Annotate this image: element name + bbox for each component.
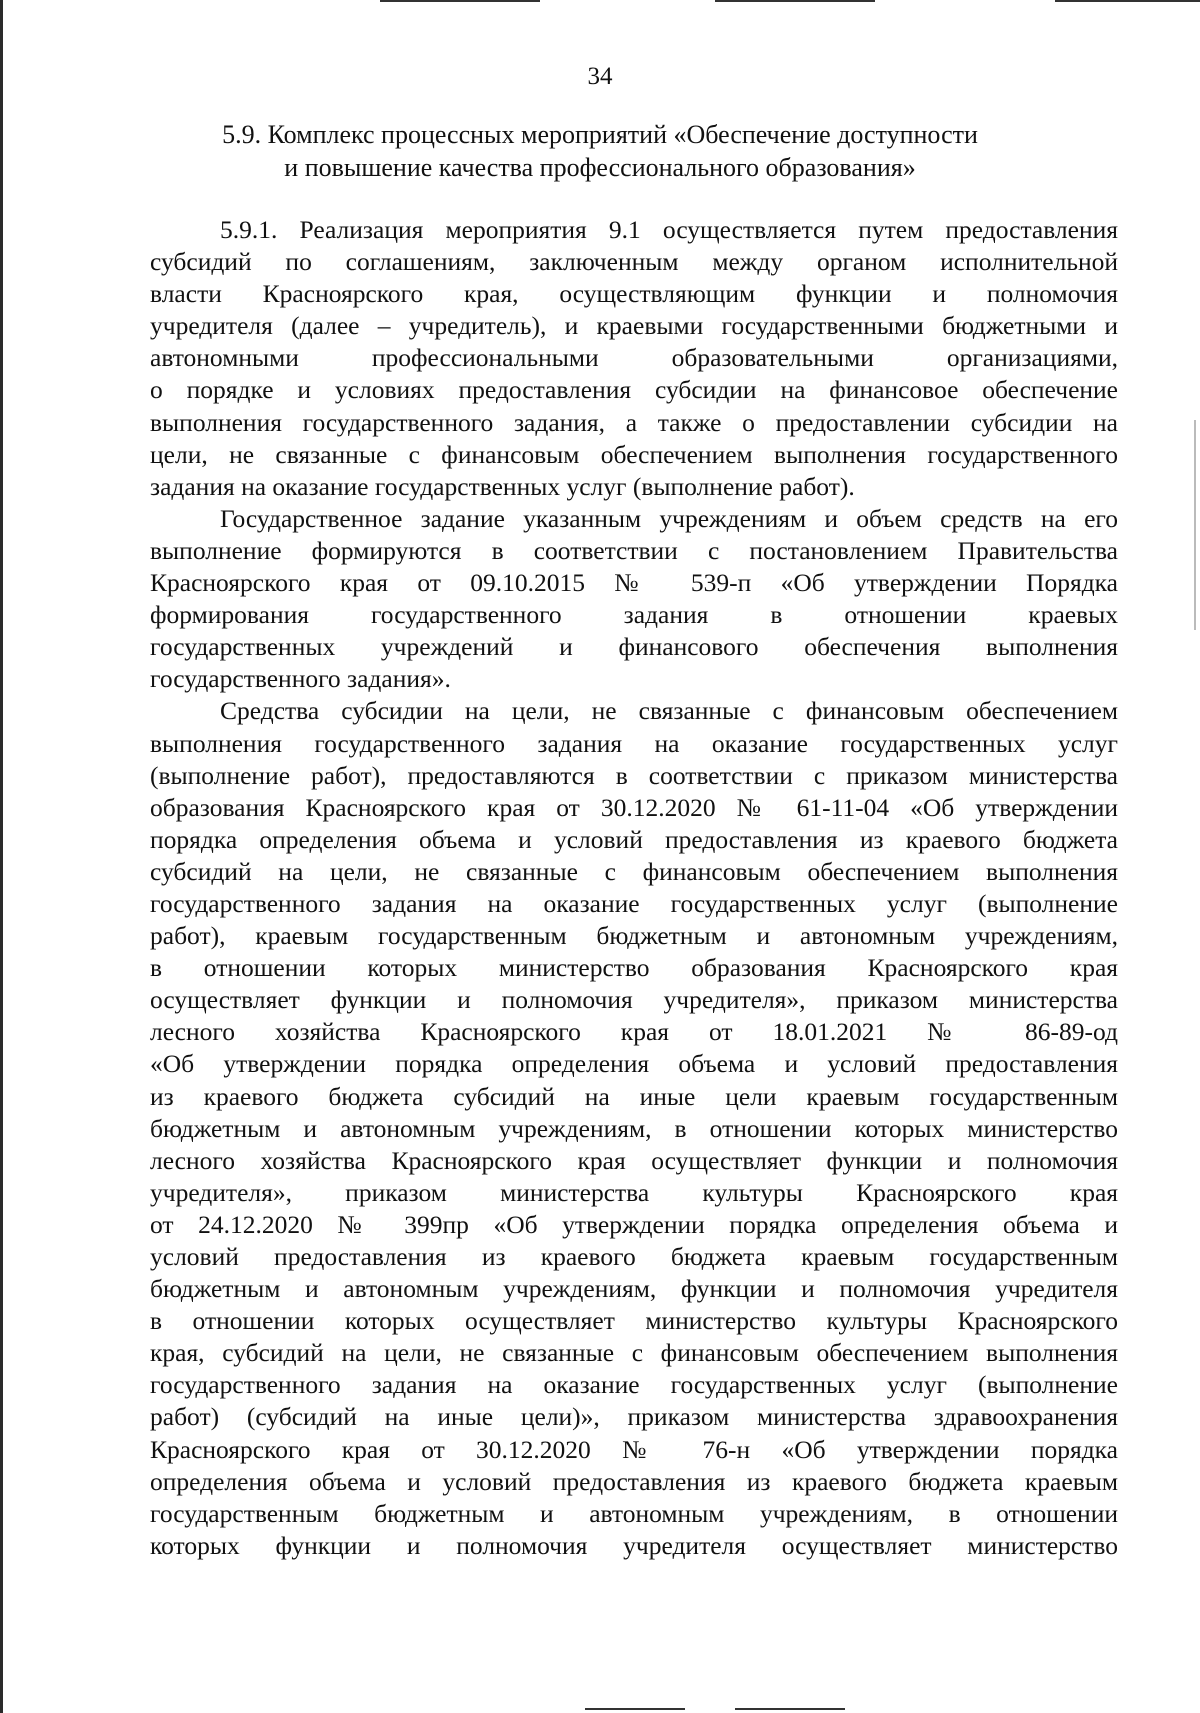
paragraph-line: учредителя (далее – учредитель), и краевыми государственными бюджетными и [150,311,1118,341]
paragraph-line: Красноярского края от 09.10.2015 № 539-п «Об утверждении Порядка [150,568,1118,598]
paragraph-line: работ) (субсидий на иные цели)», приказом министерства здравоохранения [150,1402,1118,1432]
paragraph-line: работ), краевым государственным бюджетным и автономным учреждениям, [150,921,1118,951]
paragraph [150,503,1118,696]
scan-mark-top [715,0,875,2]
paragraph-line: формирования государственного задания в отношении краевых [150,600,1118,630]
paragraph-line: Средства субсидии на цели, не связанные с финансовым обеспечением [220,696,1118,726]
paragraph-line: о порядке и условиях предоставления субсидии на финансовое обеспечение [150,375,1118,405]
paragraph-line: порядка определения объема и условий предоставления из краевого бюджета [150,824,1118,854]
paragraph-line: выполнения государственного задания, а также о предоставлении субсидии на [150,407,1118,437]
paragraph-line: власти Красноярского края, осуществляющим функции и полномочия [150,279,1118,309]
paragraph-line: государственного задания на оказание государственных услуг (выполнение [150,1370,1118,1400]
paragraph-line: лесного хозяйства Красноярского края от 18.01.2021 № 86-89-од [150,1017,1118,1047]
paragraph-line: Государственное задание указанным учреждениям и объем средств на его [220,503,1118,533]
scan-edge-right [1194,420,1196,630]
scan-mark-top [380,0,540,2]
paragraph-line: из краевого бюджета субсидий на иные цели краевым государственным [150,1081,1118,1111]
paragraph-line: (выполнение работ), предоставляются в соответствии с приказом министерства [150,760,1118,790]
scan-mark-bottom [735,1708,845,1710]
paragraph-line: задания на оказание государственных услуг (выполнение работ). [150,471,855,501]
scan-mark-top [1055,0,1200,2]
paragraph [150,214,1118,503]
paragraph-line: автономными профессиональными образовательными организациями, [150,343,1118,373]
paragraph-line: выполнения государственного задания на оказание государственных услуг [150,728,1118,758]
paragraph-line: в отношении которых осуществляет министерство культуры Красноярского [150,1306,1118,1336]
paragraph-line: края, субсидий на цели, не связанные с финансовым обеспечением выполнения [150,1338,1118,1368]
paragraph-line: определения объема и условий предоставления из краевого бюджета краевым [150,1466,1118,1496]
paragraph-line: которых функции и полномочия учредителя осуществляет министерство [150,1530,1118,1560]
scan-mark-bottom [585,1708,685,1710]
section-title-line: 5.9. Комплекс процессных мероприятий «Обеспечение доступности [222,120,978,149]
paragraph-line: цели, не связанные с финансовым обеспечением выполнения государственного [150,439,1118,469]
paragraph-line: субсидий по соглашениям, заключенным между органом исполнительной [150,247,1118,277]
paragraph-line: государственным бюджетным и автономным учреждениям, в отношении [150,1498,1118,1528]
paragraph-line: в отношении которых министерство образования Красноярского края [150,953,1118,983]
paragraph-line: «Об утверждении порядка определения объема и условий предоставления [150,1049,1118,1079]
paragraph-line: лесного хозяйства Красноярского края осуществляет функции и полномочия [150,1145,1118,1175]
paragraph-line: образования Красноярского края от 30.12.2020 № 61-11-04 «Об утверждении [150,792,1118,822]
paragraph-line: государственных учреждений и финансового обеспечения выполнения [150,632,1118,662]
page-number: 34 [587,63,613,90]
paragraph-line: от 24.12.2020 № 399пр «Об утверждении порядка определения объема и [150,1209,1118,1239]
paragraph-line: условий предоставления из краевого бюджета краевым государственным [150,1242,1118,1271]
paragraph-line: учредителя», приказом министерства культуры Красноярского края [150,1177,1118,1207]
paragraph-line: выполнение формируются в соответствии с постановлением Правительства [150,535,1118,565]
scan-edge-left [0,0,3,1713]
paragraph-line: осуществляет функции и полномочия учредителя», приказом министерства [150,985,1118,1015]
paragraph-line: государственного задания на оказание государственных услуг (выполнение [150,888,1118,918]
paragraph-line: 5.9.1. Реализация мероприятия 9.1 осуществляется путем предоставления [220,215,1118,244]
paragraph-line: государственного задания». [150,664,451,694]
paragraph-line: субсидий на цели, не связанные с финансовым обеспечением выполнения [150,856,1118,886]
document-body [150,214,1118,1562]
paragraph-line: Красноярского края от 30.12.2020 № 76-н «Об утверждении порядка [150,1434,1118,1464]
paragraph [150,695,1118,1562]
paragraph-line: бюджетным и автономным учреждениям, функции и полномочия учредителя [150,1274,1118,1304]
section-title-line: и повышение качества профессионального образования» [284,153,916,182]
paragraph-line: бюджетным и автономным учреждениям, в отношении которых министерство [150,1113,1118,1143]
section-title [150,118,1050,184]
